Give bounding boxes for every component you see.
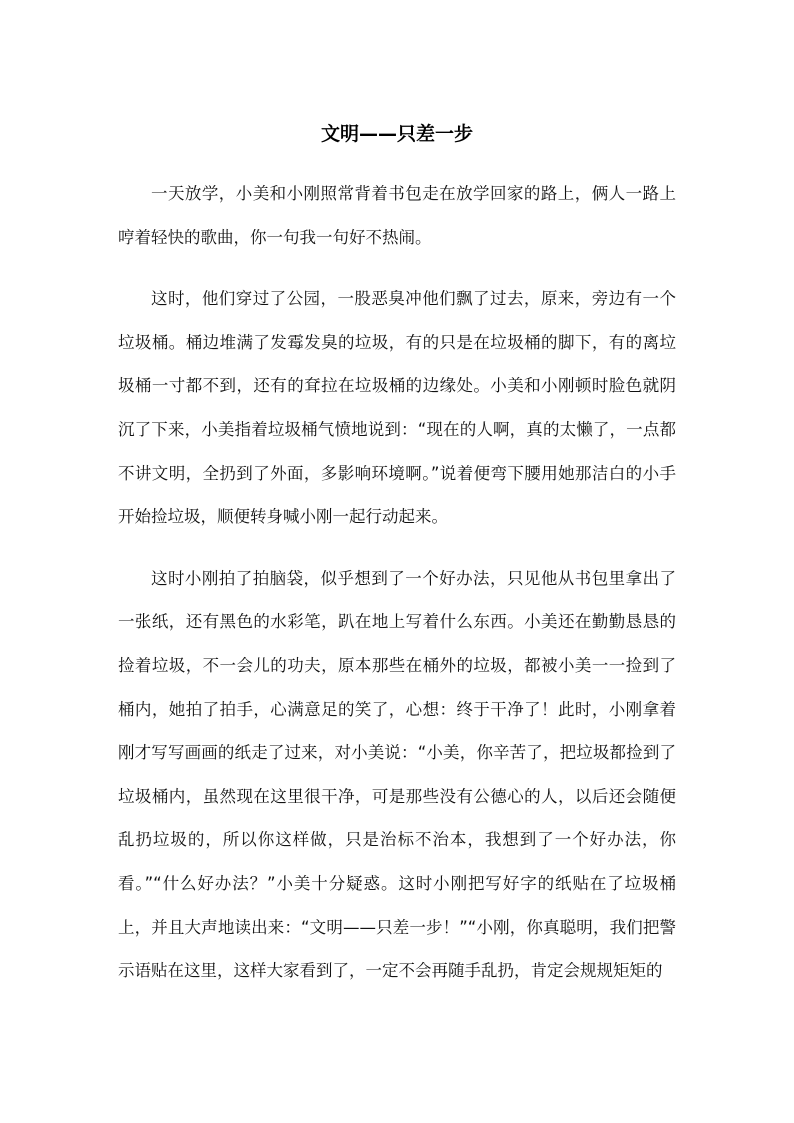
document-body [118, 172, 676, 1011]
paragraph-2: 这时，他们穿过了公园，一股恶臭冲他们飘了过去，原来，旁边有一个垃圾桶。桶边堆满了发霉发臭的垃圾，有的只是在垃圾桶的脚下，有的离垃圾桶一寸都不到，还有的耷拉在垃圾桶的边缘处。小美和小刚顿时脸色就阴沉了下来，小美指着垃圾桶气愤地说到：“现在的人啊，真的太懒了，一点都不讲文明，全扔到了外面，多影响环境啊。”说着便弯下腰用她那洁白的小手开始捡垃圾，顺便转身喊小刚一起行动起来。 [118, 289, 676, 527]
paragraph-3: 这时小刚拍了拍脑袋，似乎想到了一个好办法，只见他从书包里拿出了一张纸，还有黑色的水彩笔，趴在地上写着什么东西。小美还在勤勤恳恳的捡着垃圾，不一会儿的功夫，原本那些在桶外的垃圾，都被小美一一捡到了桶内，她拍了拍手，心满意足的笑了，心想：终于干净了！此时，小刚拿着刚才写写画画的纸走了过来，对小美说：“小美，你辛苦了，把垃圾都捡到了垃圾桶内，虽然现在这里很干净，可是那些没有公德心的人，以后还会随便乱扔垃圾的，所以你这样做，只是治标不治本，我想到了一个好办法，你看。”“什么好办法？”小美十分疑惑。这时小刚把写好字的纸贴在了垃圾桶上，并且大声地读出来：“文明——只差一步！”“小刚，你真聪明，我们把警示语贴在这里，这样大家看到了，一定不会再随手乱扔，肯定会规规矩矩的 [118, 568, 676, 981]
paragraph-1: 一天放学，小美和小刚照常背着书包走在放学回家的路上，俩人一路上哼着轻快的歌曲，你一句我一句好不热闹。 [118, 184, 676, 247]
document-title: 文明——只差一步 [320, 123, 473, 145]
